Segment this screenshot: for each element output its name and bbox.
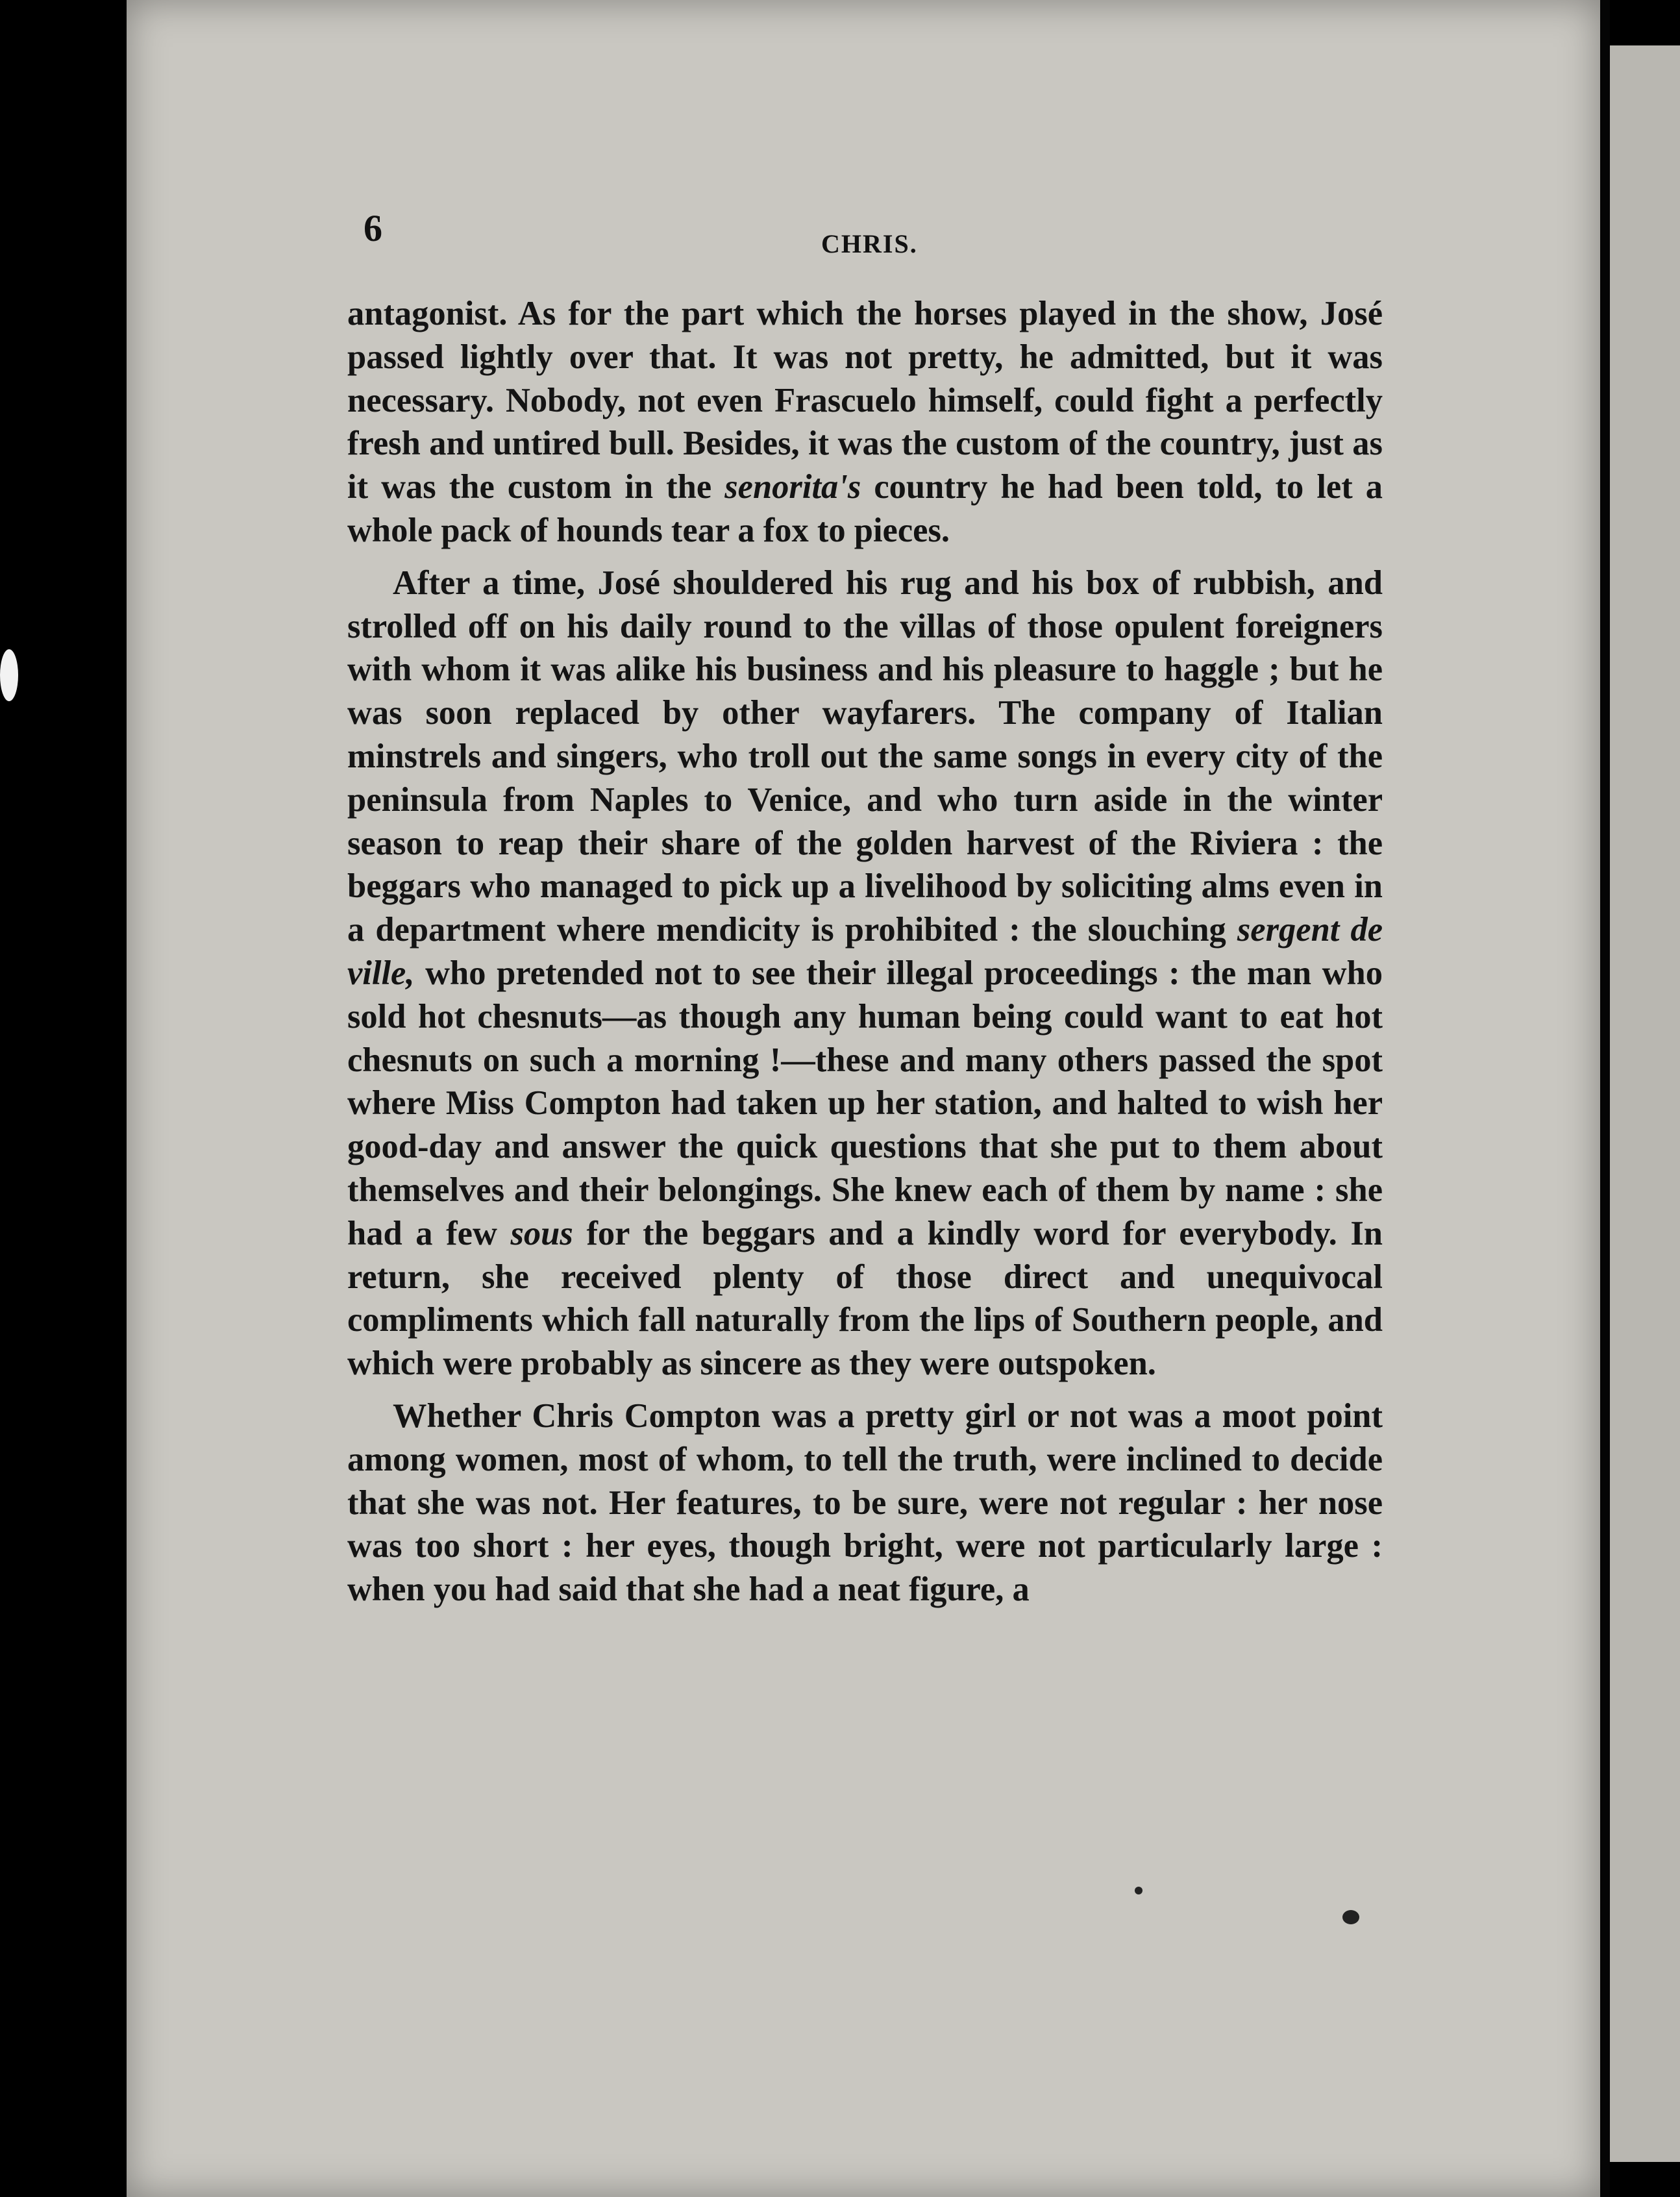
facing-page-edge	[1610, 45, 1680, 2162]
page-number: 6	[364, 207, 382, 249]
italic-run: sous	[510, 1214, 573, 1252]
text-run: Whether Chris Compton was a pretty girl or not was a moot point among women, most of whom, to tell the truth, were inclined to decide that she was not. Her features, to be sure, were not regular : her nose was too short : her eyes, though bright, were not particularly large : when you had said that she had a neat figure, a	[347, 1396, 1383, 1609]
italic-run: sergent de ville,	[347, 911, 1383, 992]
text-run: country he had been told, to let a whole pack of hounds tear a fox to pieces.	[347, 468, 1383, 549]
italic-run: senorita's	[724, 468, 861, 506]
text-run: After a time, José shouldered his rug and his box of rubbish, and strolled off on his daily round to the villas of those opulent foreigners with whom it was alike his business and his pleasure to haggle ; but he was soon replaced by other wayfarers. The company of Italian minstrels and singers, who troll out the same songs in every city of the peninsula from Naples to Venice, and who turn aside in the winter season to reap their share of the golden harvest of the Riviera : the beggars who managed to pick up a livelihood by soliciting alms even in a department where mendicity is prohibited : the slouching	[347, 564, 1383, 949]
body-text	[347, 292, 1383, 1611]
scan-speck	[0, 649, 18, 701]
text-run: antagonist. As for the part which the horses played in the show, José passed lightly over that. It was not pretty, he admitted, but it was necessary. Nobody, not even Frascuelo himself, could fight a perfectly fresh and untired bull. Besides, it was the custom of the country, just as it was the custom in the	[347, 295, 1383, 506]
book-gutter	[1600, 0, 1610, 2197]
text-run: for the beggars and a kindly word for everybody. In return, she received plenty of those direct and unequivocal compliments which fall naturally from the lips of Southern people, and which were probably as sincere as they were outspoken.	[347, 1214, 1383, 1383]
paragraph-2	[347, 562, 1383, 1385]
paragraph-3	[347, 1395, 1383, 1611]
paragraph-1	[347, 292, 1383, 552]
text-run: who pretended not to see their illegal proceedings : the man who sold hot chesnuts—as though any human being could want to eat hot chesnuts on such a morning !—these and many others passed the spot where Miss Compton had taken up her station, and halted to wish her good-day and answer the quick questions that she put to them about themselves and their belongings. She knew each of them by name : she had a few	[347, 954, 1383, 1252]
ink-mark	[1342, 1910, 1359, 1924]
running-head: CHRIS.	[821, 229, 918, 258]
ink-mark	[1135, 1887, 1143, 1894]
